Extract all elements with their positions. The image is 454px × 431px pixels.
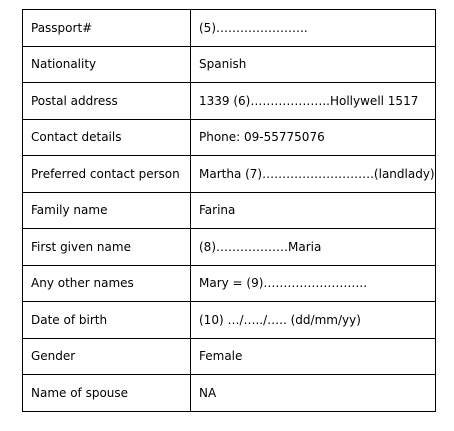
field-value-passport: (5)………………….. bbox=[191, 10, 436, 47]
field-label-date-of-birth: Date of birth bbox=[23, 302, 191, 339]
field-label-name-of-spouse: Name of spouse bbox=[23, 375, 191, 412]
form-row-first-given-name bbox=[23, 229, 436, 266]
field-label-other-names: Any other names bbox=[23, 265, 191, 302]
form-row-date-of-birth bbox=[23, 302, 436, 339]
form-row-other-names bbox=[23, 265, 436, 302]
form-row-nationality bbox=[23, 46, 436, 83]
field-label-family-name: Family name bbox=[23, 192, 191, 229]
field-value-nationality: Spanish bbox=[191, 46, 436, 83]
field-label-preferred-contact: Preferred contact person bbox=[23, 156, 191, 193]
field-value-family-name: Farina bbox=[191, 192, 436, 229]
field-value-gender: Female bbox=[191, 338, 436, 375]
field-value-date-of-birth: (10) …/…../….. (dd/mm/yy) bbox=[191, 302, 436, 339]
form-row-gender bbox=[23, 338, 436, 375]
form-row-preferred-contact bbox=[23, 156, 436, 193]
field-value-name-of-spouse: NA bbox=[191, 375, 436, 412]
form-row-passport bbox=[23, 10, 436, 47]
field-label-passport: Passport# bbox=[23, 10, 191, 47]
field-label-postal-address: Postal address bbox=[23, 83, 191, 120]
field-label-nationality: Nationality bbox=[23, 46, 191, 83]
form-row-contact-details bbox=[23, 119, 436, 156]
field-value-postal-address: 1339 (6)………………..Hollywell 1517 bbox=[191, 83, 436, 120]
field-label-gender: Gender bbox=[23, 338, 191, 375]
form-row-postal-address bbox=[23, 83, 436, 120]
field-value-preferred-contact: Martha (7)……………………….(landlady) bbox=[191, 156, 436, 193]
form-row-family-name bbox=[23, 192, 436, 229]
field-value-other-names: Mary = (9)…………………….. bbox=[191, 265, 436, 302]
field-label-contact-details: Contact details bbox=[23, 119, 191, 156]
registration-form-table bbox=[22, 9, 436, 412]
field-value-contact-details: Phone: 09-55775076 bbox=[191, 119, 436, 156]
form-row-name-of-spouse bbox=[23, 375, 436, 412]
field-label-first-given-name: First given name bbox=[23, 229, 191, 266]
field-value-first-given-name: (8)………………Maria bbox=[191, 229, 436, 266]
